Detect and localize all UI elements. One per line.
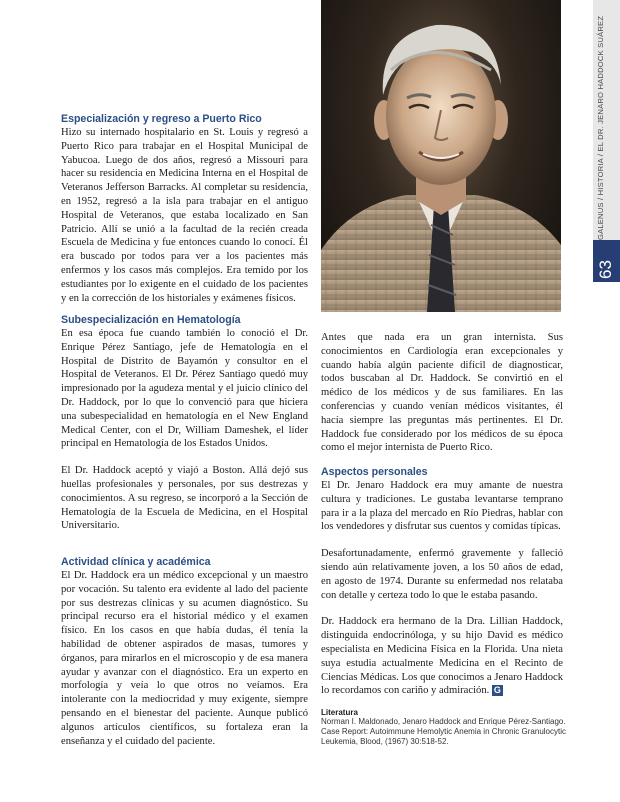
section-heading: Subespecialización en Hematología — [61, 314, 241, 326]
paragraph: El Dr. Jenaro Haddock era muy amante de nuestra cultura y tradiciones. Le gustaba levantarse temprano para ir a la plaza del mercado en Río Piedras, hablar con los vendedores y disfrutar sus cuentos y comidas típicas. — [321, 480, 563, 533]
page-number: 63 — [596, 260, 615, 279]
literature-heading: Literatura — [321, 708, 358, 717]
paragraph: Desafortunadamente, enfermó gravemente y falleció siendo aún relativamente joven, a los 50 años de edad, en agosto de 1974. Durante su enfermedad nos relataba con detalle y certeza todo lo que le estaba pasando. — [321, 548, 563, 601]
portrait-illustration — [321, 0, 561, 312]
left-column — [61, 556, 308, 748]
end-mark-icon: G — [493, 685, 501, 696]
running-head: GALENUS / HISTORIA / EL DR. JENARO HADDOCK SUÁREZ — [596, 15, 605, 240]
literature-reference: Norman I. Maldonado, Jenaro Haddock and Enrique Pérez-Santiago. Case Report: Autoimmune Hemolytic Anemia in Chronic Granulocytic Leukemia, Blood, (1967) 30:518-52. — [321, 717, 566, 746]
left-column — [61, 314, 308, 533]
paragraph: El Dr. Haddock aceptó y viajó a Boston. Allá dejó sus huellas profesionales y personales, por sus destrezas y conocimientos. A su regreso, se incorporó a la Sección de Hematología de la Escuela de Medicina, en el Hospital Universitario. — [61, 465, 308, 532]
paragraph: Antes que nada era un gran internista. Sus conocimientos en Cardiología eran excepcionales y cuando había algún paciente difícil de diagnosticar, todos buscaban al Dr. Haddock. Se convirtió en el médico de los médicos y de sus familiares. En las conferencias y cuando venían médicos visitantes, él hacía siempre las preguntas más pertinentes. El Dr. Haddock fue considerado por los médicos de su época como el mejor internista de Puerto Rico. — [321, 332, 563, 454]
section-heading: Aspectos personales — [321, 466, 428, 478]
portrait-photo — [321, 0, 561, 312]
right-column — [321, 466, 563, 698]
right-column — [321, 331, 563, 455]
left-column — [61, 113, 308, 305]
paragraph: El Dr. Haddock era un médico excepcional y un maestro por vocación. Su talento era evidente al lado del paciente por sus destrezas clínicas y su acumen diagnóstico. Su principal recurso era el historial médico y el examen físico. En los casos en que había dudas, él tenía la habilidad de obtener aspirados de masas, tumores y órganos, para mirarlos en el microscopio y de esa manera ayudar y avanzar con el diagnóstico. Era un experto en morfología y veía lo que otros no veíamos. Era intolerante con la mediocridad y muy exigente, siempre pensando en el bienestar del paciente. Aunque publicó algunos artículos científicos, su fortaleza eran la enseñanza y el cuidado del paciente. — [61, 570, 308, 747]
section-heading: Especialización y regreso a Puerto Rico — [61, 113, 262, 125]
paragraph: En esa época fue cuando también lo conoció el Dr. Enrique Pérez Santiago, jefe de Hematología en el Hospital de Distrito de Bayamón y consultor en el Hospital de Veteranos. El Dr. Pérez Santiago quedó muy impresionado por la agudeza mental y el juicio clínico del Dr. Haddock, por lo que lo convenció para que hiciera una subespecialidad en hematología en el New England Medical Center, con el Dr, William Dameshek, el líder principal en Hematología de los Estados Unidos. — [61, 328, 308, 450]
literature-block — [321, 708, 571, 747]
paragraph-text: Dr. Haddock era hermano de la Dra. Lillian Haddock, distinguida endocrinóloga, y su hijo David es médico especialista en Medicina Física en la Florida. Una nieta suya estudia actualmente Medicina en el Recinto de Ciencias Médicas. Los que conocimos a Jenaro Haddock lo recordamos con cariño y admiración. — [321, 616, 563, 697]
paragraph: Hizo su internado hospitalario en St. Louis y regresó a Puerto Rico para trabajar en el Hospital Municipal de Yabucoa. Luego de dos años, regresó a Missouri para hacer su residencia en Medicina Interna en el Hospital de Veteranos Jefferson Barracks. Al completar su residencia, en 1952, regresó a la isla para trabajar en el antiguo Hospital de Veteranos, que estaba localizado en San Patricio. Allí se unió a la facultad de la recién creada Escuela de Medicina y fue entonces cuando lo conocí. Él era buscado por todos para ver a los pacientes más enfermos y los casos más complejos. Era temido por los estudiantes por lo exigente en el cuidado de los pacientes y en la corrección de los historiales y exámenes físicos. — [61, 127, 308, 304]
paragraph — [321, 615, 563, 698]
section-heading: Actividad clínica y académica — [61, 556, 211, 568]
